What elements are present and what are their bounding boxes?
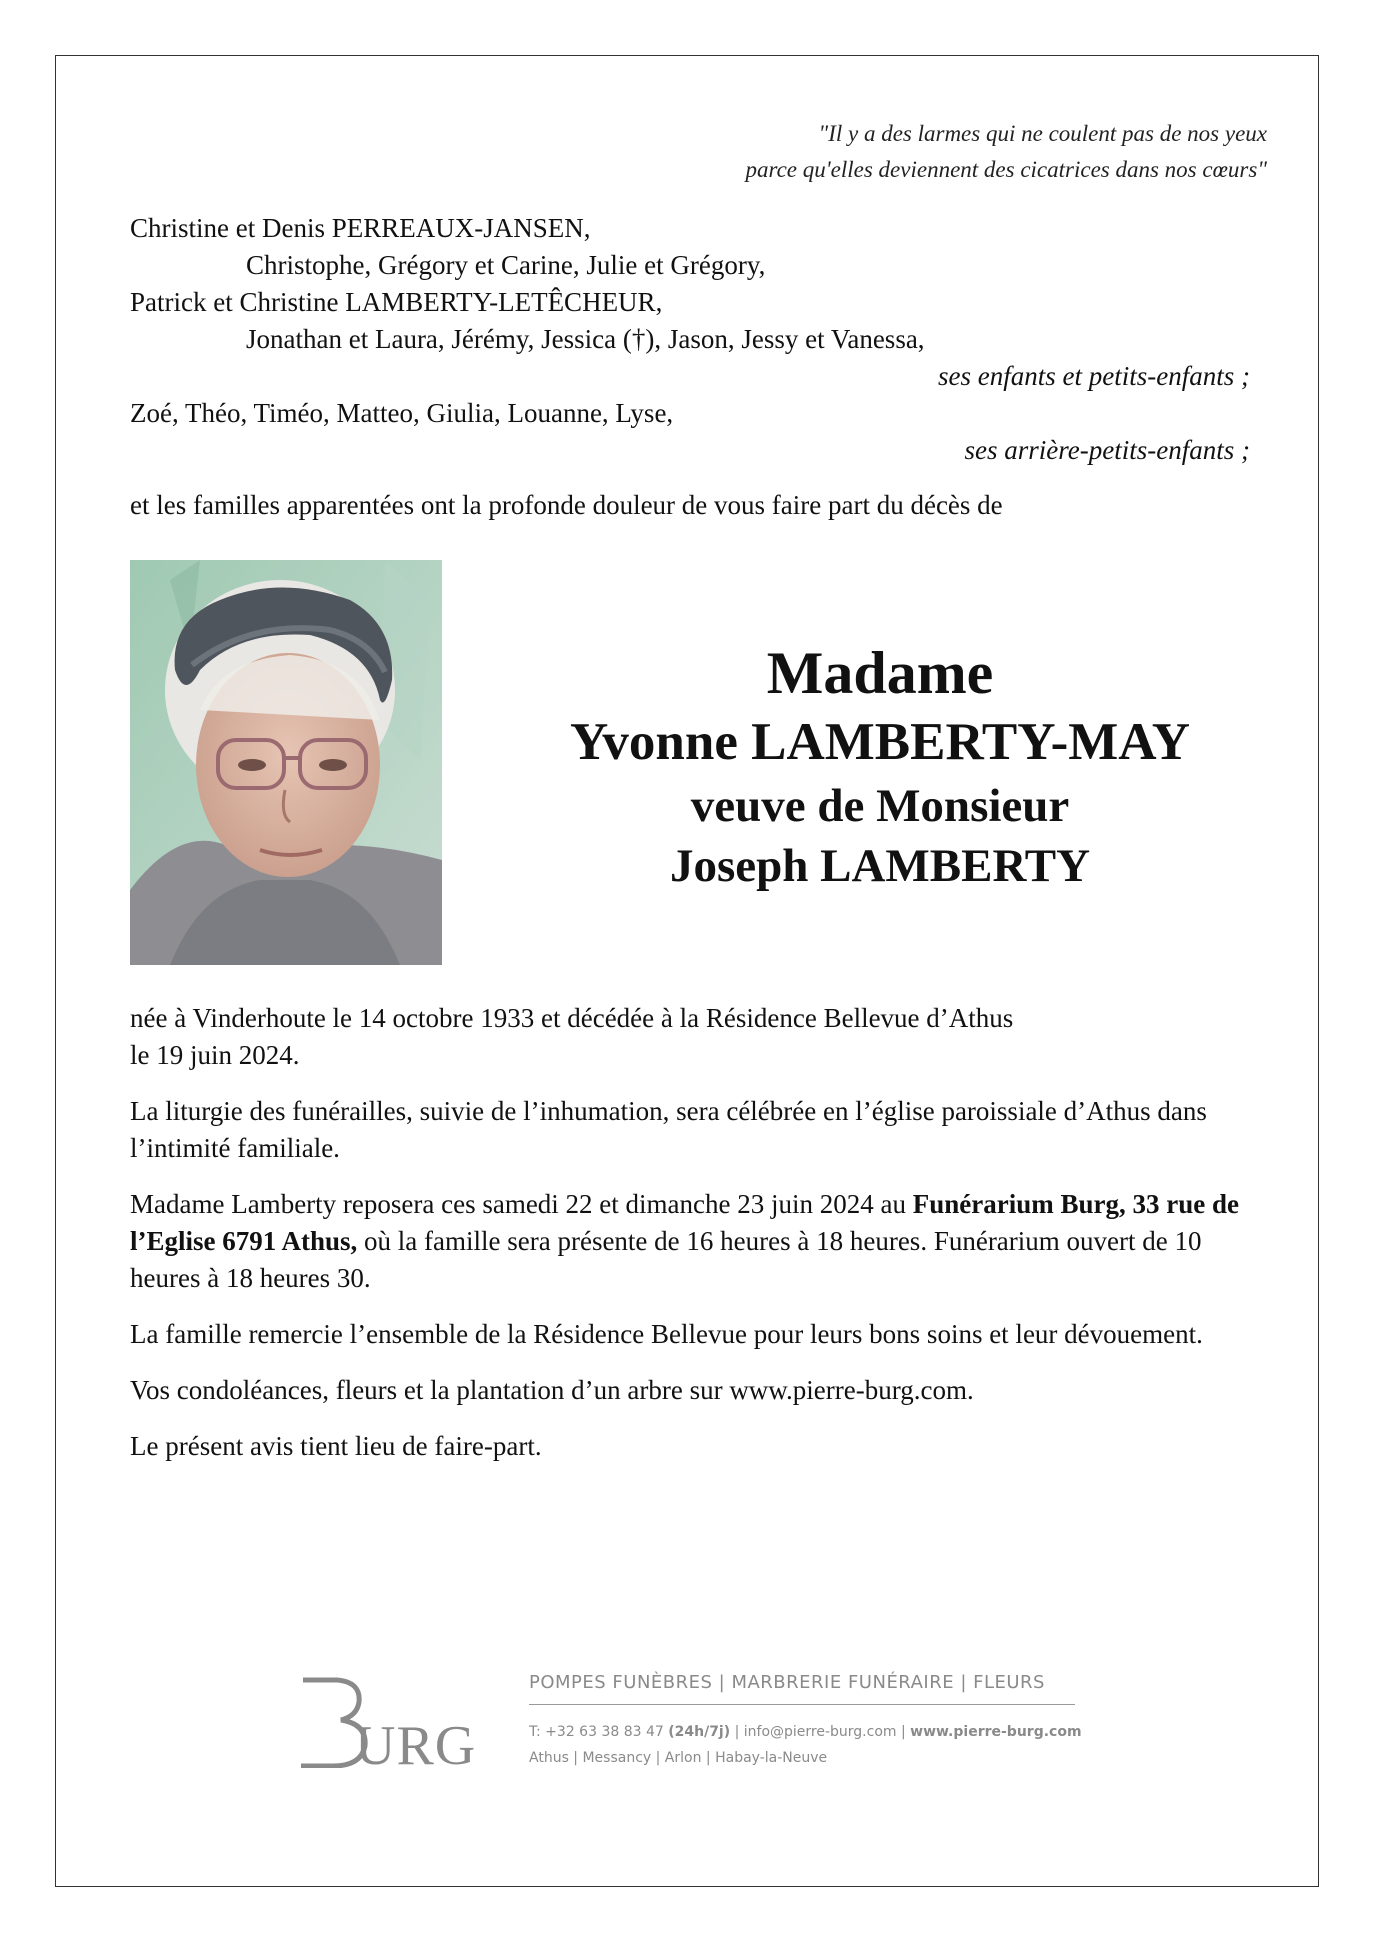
birth-death-line-2: le 19 juin 2024. [130, 1040, 300, 1070]
family-line-5: Zoé, Théo, Timéo, Matteo, Giulia, Louanne, Lyse, [130, 398, 674, 428]
great-grandchildren-label: ses arrière-petits-enfants ; [964, 435, 1250, 465]
announcement-intro: et les familles apparentées ont la profonde douleur de vous faire part du décès de [130, 490, 1003, 520]
condolences-paragraph: Vos condoléances, fleurs et la plantation d’un arbre sur www.pierre-burg.com. [130, 1375, 974, 1405]
epigraph-quote [745, 116, 1267, 188]
contact-hours: (24h/7j) [668, 1724, 731, 1740]
contact-website-link[interactable]: www.pierre-burg.com [910, 1724, 1082, 1740]
deceased-photo [130, 560, 442, 965]
notice-body [130, 1000, 1250, 1484]
footer-contact [529, 1724, 1082, 1740]
svg-text:URG: URG [355, 1715, 477, 1768]
rest-end: où la famille sera présente de 16 heures à 18 heures. Funérarium ouvert de 10 heures à 18 heures 30. [130, 1226, 1202, 1293]
deceased-name-block [500, 638, 1260, 896]
rest-intro: Madame Lamberty reposera ces samedi 22 et dimanche 23 juin 2024 au [130, 1189, 913, 1219]
footer [295, 1660, 1095, 1780]
liturgy-paragraph: La liturgie des funérailles, suivie de l’inhumation, sera célébrée en l’église paroissiale d’Athus dans l’intimité familiale. [130, 1096, 1207, 1163]
thanks-paragraph: La famille remercie l’ensemble de la Résidence Bellevue pour leurs bons soins et leur dévouement. [130, 1319, 1203, 1349]
family-line-4: Jonathan et Laura, Jérémy, Jessica (†), Jason, Jessy et Vanessa, [246, 324, 925, 354]
burg-logo [295, 1668, 485, 1768]
deceased-relation: veuve de Monsieur [690, 780, 1070, 832]
rest-paragraph [130, 1186, 1250, 1297]
footer-locations: Athus | Messancy | Arlon | Habay-la-Neuve [529, 1750, 828, 1766]
birth-death-line-1: née à Vinderhoute le 14 octobre 1933 et décédée à la Résidence Bellevue d’Athus [130, 1003, 1014, 1033]
birth-death-paragraph [130, 1000, 1250, 1074]
children-label: ses enfants et petits-enfants ; [938, 361, 1250, 391]
footer-divider [529, 1704, 1075, 1705]
family-line-3: Patrick et Christine LAMBERTY-LETÊCHEUR, [130, 287, 663, 317]
deceased-title: Madame [766, 640, 994, 706]
family-line-2: Christophe, Grégory et Carine, Julie et Grégory, [246, 250, 766, 280]
spouse-name: Joseph LAMBERTY [669, 840, 1091, 892]
family-line-1: Christine et Denis PERREAUX-JANSEN, [130, 213, 591, 243]
notice-paragraph: Le présent avis tient lieu de faire-part. [130, 1431, 542, 1461]
epigraph-line-2: parce qu'elles deviennent des cicatrices dans nos cœurs" [745, 157, 1267, 182]
contact-email: | info@pierre-burg.com | [730, 1724, 911, 1740]
funeral-home-address: Funérarium Burg, 33 rue de l’Eglise 6791 Athus, [130, 1189, 1239, 1256]
family-list [130, 210, 1250, 469]
footer-services: POMPES FUNÈBRES | MARBRERIE FUNÉRAIRE | FLEURS [529, 1672, 1045, 1693]
epigraph-line-1: "Il y a des larmes qui ne coulent pas de nos yeux [818, 121, 1267, 146]
contact-phone: T: +32 63 38 83 47 [529, 1724, 669, 1740]
deceased-name: Yvonne LAMBERTY-MAY [569, 713, 1190, 771]
